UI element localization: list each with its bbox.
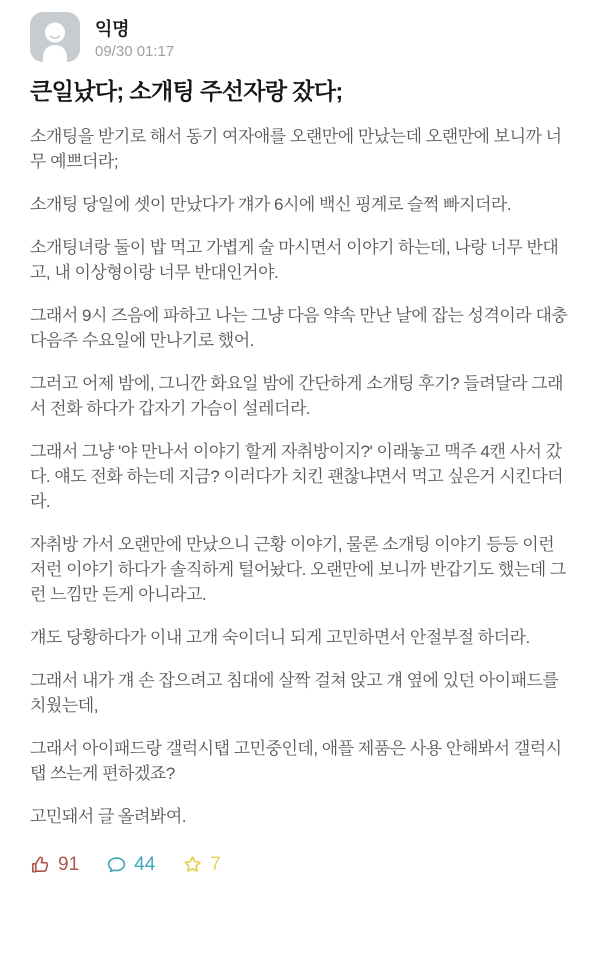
post-paragraph: 소개팅 당일에 셋이 만났다가 걔가 6시에 백신 핑계로 슬쩍 빠지더라. [30, 194, 512, 214]
author-meta [95, 15, 174, 60]
post-body [30, 124, 570, 829]
comment-button[interactable] [106, 854, 155, 876]
author-name: 익명 [95, 18, 130, 39]
like-button[interactable] [30, 854, 79, 876]
post-paragraph: 그래서 아이패드랑 갤럭시탭 고민중인데, 애플 제품은 사용 안해봐서 갤럭시탭 쓰는게 편하겠죠? [30, 738, 562, 783]
star-icon [182, 854, 203, 875]
thumbs-up-icon [30, 854, 51, 875]
like-count: 91 [58, 853, 80, 875]
post-paragraph: 그러고 어제 밤에, 그니깐 화요일 밤에 간단하게 소개팅 후기? 들려달라 그래서 전화 하다가 갑자기 가슴이 설레더라. [30, 373, 564, 418]
post-paragraph: 그래서 그냥 '야 만나서 이야기 할게 자취방이지?' 이래놓고 맥주 4캔 사서 갔다. 얘도 전화 하는데 지금? 이러다가 치킨 괜찮냐면서 먹고 싶은거 시킨다더라. [30, 441, 564, 511]
post-timestamp: 09/30 01:17 [95, 42, 175, 60]
person-icon [30, 12, 80, 62]
scrap-button[interactable] [182, 854, 221, 876]
post-paragraph: 고민돼서 글 올려봐여. [30, 806, 186, 826]
avatar[interactable] [30, 12, 80, 62]
post-paragraph: 그래서 9시 즈음에 파하고 나는 그냥 다음 약속 만난 날에 잡는 성격이라 대충 다음주 수요일에 만나기로 했어. [30, 305, 568, 350]
scrap-count: 7 [210, 853, 221, 875]
comment-icon [106, 854, 127, 875]
post-paragraph: 소개팅을 받기로 해서 동기 여자애를 오랜만에 만났는데 오랜만에 보니까 너무 예쁘더라; [30, 126, 562, 171]
post-title: 큰일났다; 소개팅 주선자랑 잤다; [30, 78, 343, 104]
post-paragraph: 걔도 당황하다가 이내 고개 숙이더니 되게 고민하면서 안절부절 하더라. [30, 627, 530, 647]
comment-count: 44 [134, 853, 156, 875]
post-header [30, 12, 570, 62]
post-paragraph: 소개팅녀랑 둘이 밥 먹고 가볍게 술 마시면서 이야기 하는데, 나랑 너무 반대고, 내 이상형이랑 너무 반대인거야. [30, 237, 559, 282]
post-paragraph: 자취방 가서 오랜만에 만났으니 근황 이야기, 물론 소개팅 이야기 등등 이런 저런 이야기 하다가 솔직하게 털어놨다. 오랜만에 보니까 반갑기도 했는데 그런 느낌만 든게 아니라고. [30, 534, 566, 604]
post-paragraph: 그래서 내가 걔 손 잡으려고 침대에 살짝 걸쳐 앉고 걔 옆에 있던 아이패드를 치웠는데, [30, 670, 559, 715]
post-footer [30, 854, 570, 876]
